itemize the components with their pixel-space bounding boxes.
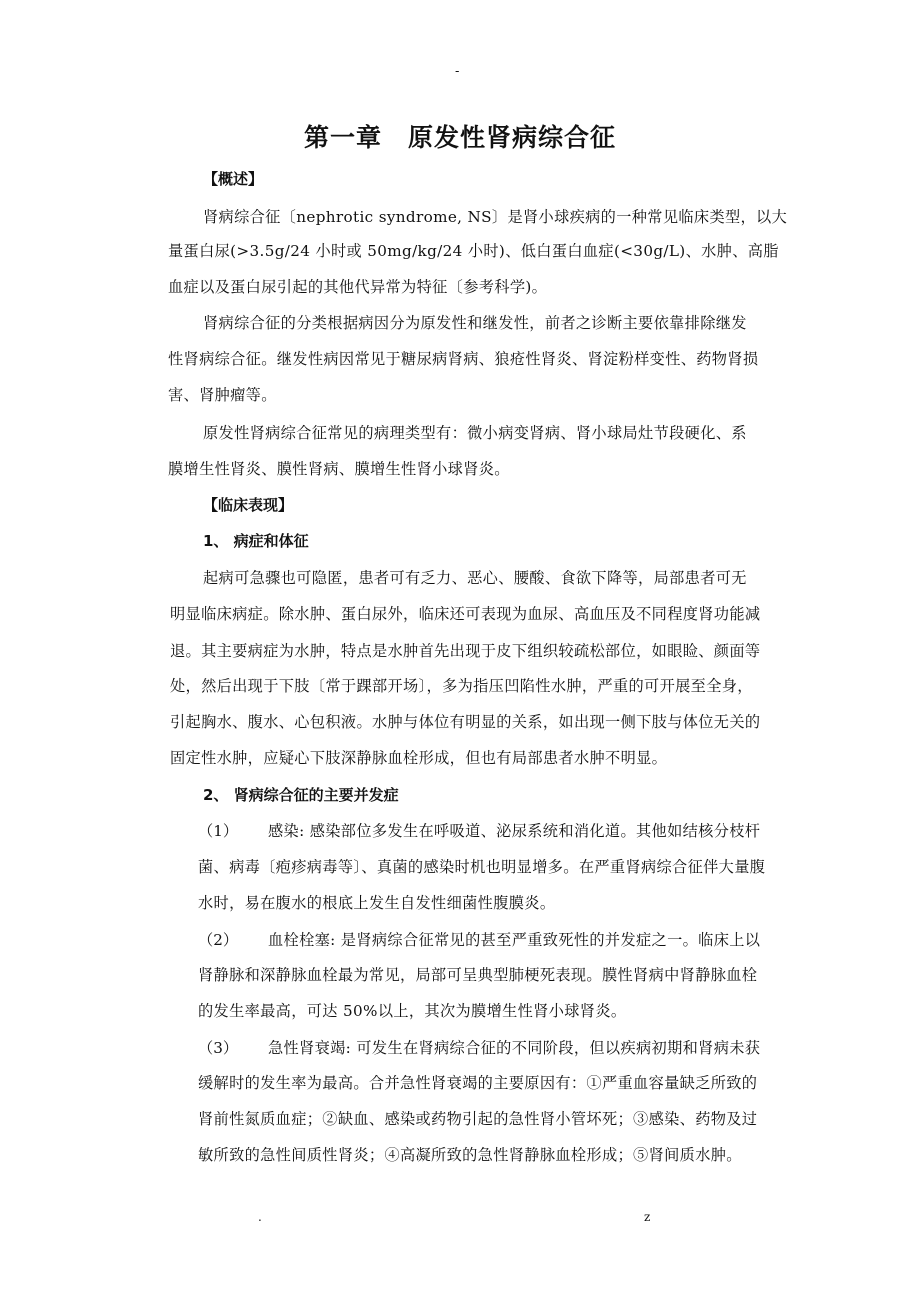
page-title: 第一章 原发性肾病综合征 [303,123,616,152]
text-line: 固定性水肿，应疑心下肢深静脉血栓形成，但也有局部患者水肿不明显。 [170,749,668,767]
text-line: 明显临床病症。除水肿、蛋白尿外，临床还可表现为血尿、高血压及不同程度肾功能减 [170,605,761,623]
section-heading-overview: 【概述】 [203,170,264,188]
header-mark: - [455,64,460,79]
text-line: 菌、病毒〔疱疹病毒等〕、真菌的感染时机也明显增多。在严重肾病综合征伴大量腹 [198,858,766,876]
text-line: 肾前性氮质血症；②缺血、感染或药物引起的急性肾小管坏死；③感染、药物及过 [198,1110,758,1128]
text-line: 处，然后出现于下肢〔常于踝部开场〕，多为指压凹陷性水肿，严重的可开展至全身， [170,677,753,695]
text-line: 肾病综合征的分类根据病因分为原发性和继发性，前者之诊断主要依靠排除继发 [203,314,747,332]
text-line: 缓解时的发生率为最高。合并急性肾衰竭的主要原因有：①严重血容量缺乏所致的 [198,1074,758,1092]
text-line: 害、肾肿瘤等。 [168,386,277,404]
subsection-heading: 1、 病症和体征 [203,532,309,550]
text-line: 肾病综合征〔nephrotic syndrome, NS〕是肾小球疾病的一种常见临床类型，以大 [203,208,788,226]
text-line: 原发性肾病综合征常见的病理类型有：微小病变肾病、肾小球局灶节段硬化、系 [203,424,747,442]
text-line: 感染: 感染部位多发生在呼吸道、泌尿系统和消化道。其他如结核分枝杆 [268,822,761,840]
text-line: 量蛋白尿(>3.5g/24 小时或 50mg/kg/24 小时)、低白蛋白血症(<30g/L)、水肿、高脂 [168,242,779,260]
footer-left-mark: . [258,1210,262,1224]
section-heading-clinical: 【临床表现】 [203,496,294,514]
text-line: 膜增生性肾炎、膜性肾病、膜增生性肾小球肾炎。 [168,460,510,478]
text-line: 急性肾衰竭: 可发生在肾病综合征的不同阶段，但以疾病初期和肾病未获 [268,1039,761,1057]
text-line: 水时，易在腹水的根底上发生自发性细菌性腹膜炎。 [198,894,556,912]
text-line: 血栓栓塞: 是肾病综合征常见的甚至严重致死性的并发症之一。临床上以 [268,931,761,949]
list-number: （2） [198,931,239,949]
list-number: （1） [198,822,239,840]
list-number: （3） [198,1039,239,1057]
subsection-heading: 2、 肾病综合征的主要并发症 [203,786,399,804]
text-line: 性肾病综合征。继发性病因常见于糖尿病肾病、狼疮性肾炎、肾淀粉样变性、药物肾损 [168,350,759,368]
footer-right-mark: z [644,1210,651,1224]
text-line: 退。其主要病症为水肿，特点是水肿首先出现于皮下组织较疏松部位，如眼睑、颜面等 [170,642,761,660]
text-line: 肾静脉和深静脉血栓最为常见，局部可呈典型肺梗死表现。膜性肾病中肾静脉血栓 [198,966,758,984]
text-line: 引起胸水、腹水、心包积液。水肿与体位有明显的关系，如出现一侧下肢与体位无关的 [170,713,761,731]
text-line: 血症以及蛋白尿引起的其他代异常为特征〔参考科学)。 [168,278,548,296]
text-line: 起病可急骤也可隐匿，患者可有乏力、恶心、腰酸、食欲下降等，局部患者可无 [203,569,747,587]
text-line: 的发生率最高，可达 50%以上，其次为膜增生性肾小球肾炎。 [198,1002,627,1020]
text-line: 敏所致的急性间质性肾炎；④高凝所致的急性肾静脉血栓形成；⑤肾间质水肿。 [198,1146,742,1164]
